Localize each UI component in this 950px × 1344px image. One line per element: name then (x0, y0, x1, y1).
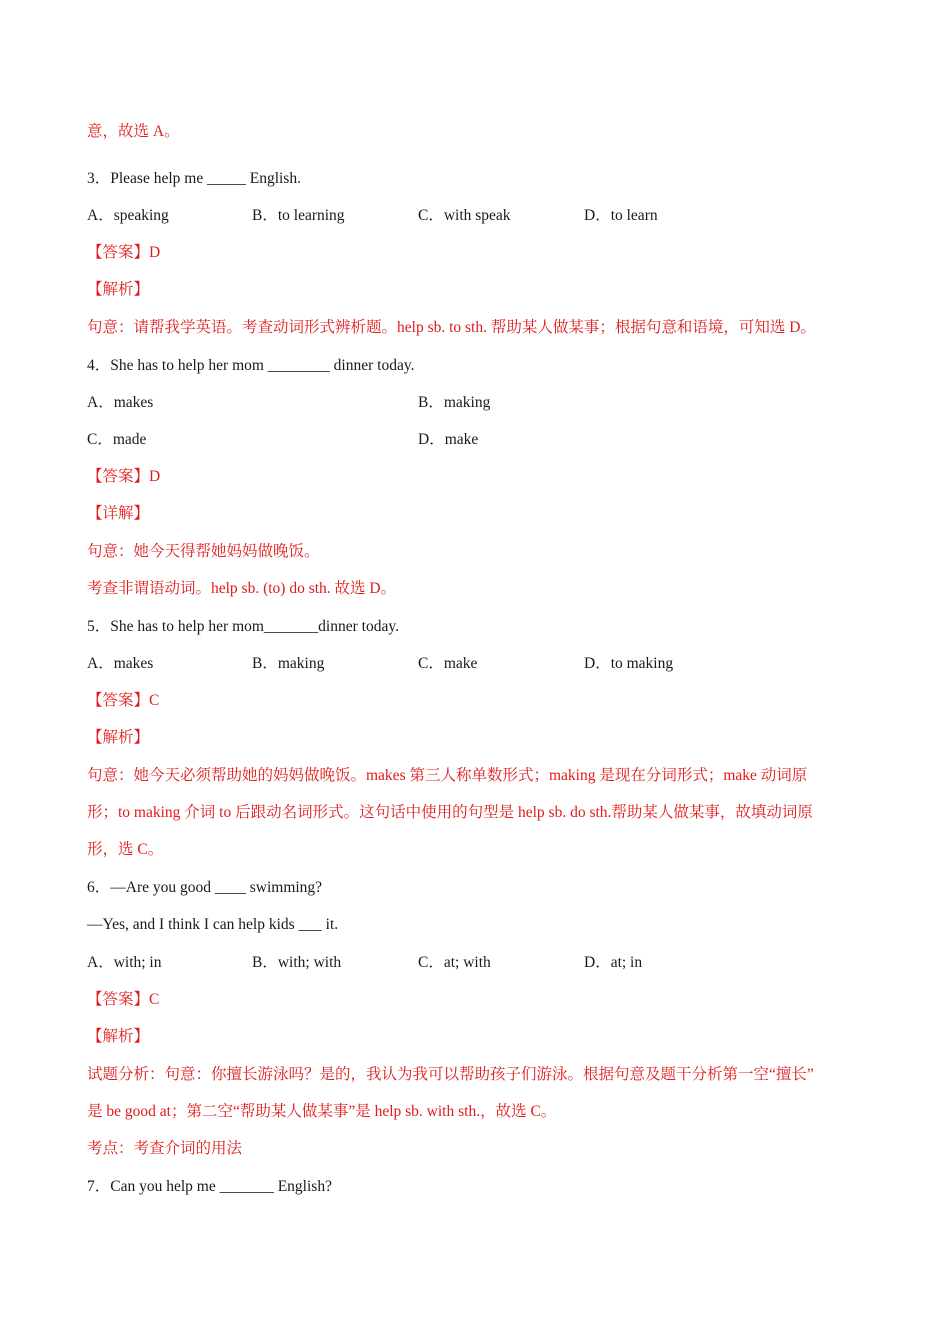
q5-option-d: D．to making (584, 655, 674, 672)
q5-option-a: A．makes (87, 655, 154, 672)
q4-analysis-line: 句意：她今天得帮她妈妈做晚饭。 (87, 543, 320, 560)
q6-option-c: C．at; with (418, 954, 491, 971)
q6-option-b: B．with; with (252, 954, 342, 971)
q5-option-b: B．making (252, 655, 325, 672)
q6-analysis-line: 考点：考查介词的用法 (87, 1140, 243, 1157)
q3-option-b: B．to learning (252, 207, 345, 224)
q3-analysis-label: 【解析】 (87, 281, 150, 298)
question-4-stem: 4．She has to help her mom ________ dinner today. (87, 357, 415, 374)
q3-answer: 【答案】D (87, 244, 161, 261)
q3-analysis: 句意：请帮我学英语。考查动词形式辨析题。help sb. to sth. 帮助某人做某事；根据句意和语境，可知选 D。 (87, 319, 816, 336)
q6-analysis-label: 【解析】 (87, 1028, 150, 1045)
question-7-stem: 7．Can you help me _______ English? (87, 1178, 332, 1195)
q5-analysis-line: 形，选 C。 (87, 841, 164, 858)
q3-option-c: C．with speak (418, 207, 511, 224)
q3-option-d: D．to learn (584, 207, 658, 224)
question-6-stem: —Yes, and I think I can help kids ___ it. (87, 916, 339, 933)
previous-answer-tail: 意，故选 A。 (87, 123, 180, 140)
q4-analysis-label: 【详解】 (87, 505, 150, 522)
question-6-stem: 6．—Are you good ____ swimming? (87, 879, 323, 896)
q4-option-a: A．makes (87, 394, 154, 411)
q5-option-c: C．make (418, 655, 478, 672)
q6-option-d: D．at; in (584, 954, 643, 971)
q4-option-b: B．making (418, 394, 491, 411)
question-3-stem: 3．Please help me _____ English. (87, 170, 301, 187)
question-5-stem: 5．She has to help her mom_______dinner today. (87, 618, 399, 635)
q4-option-c: C．made (87, 431, 147, 448)
q4-answer: 【答案】D (87, 468, 161, 485)
q4-analysis-line: 考查非谓语动词。help sb. (to) do sth. 故选 D。 (87, 580, 397, 597)
q6-analysis-line: 是 be good at；第二空“帮助某人做某事”是 help sb. with sth.，故选 C。 (87, 1103, 557, 1120)
q6-answer: 【答案】C (87, 991, 160, 1008)
q3-option-a: A．speaking (87, 207, 169, 224)
q6-option-a: A．with; in (87, 954, 162, 971)
q4-option-d: D．make (418, 431, 479, 448)
q6-analysis-line: 试题分析：句意：你擅长游泳吗？是的，我认为我可以帮助孩子们游泳。根据句意及题干分析第一空“擅长” (87, 1066, 814, 1083)
q5-analysis-line: 形；to making 介词 to 后跟动名词形式。这句话中使用的句型是 help sb. do sth.帮助某人做某事，故填动词原 (87, 804, 813, 821)
q5-answer: 【答案】C (87, 692, 160, 709)
q5-analysis-label: 【解析】 (87, 729, 150, 746)
q5-analysis-line: 句意：她今天必须帮助她的妈妈做晚饭。makes 第三人称单数形式；making 是现在分词形式；make 动词原 (87, 767, 808, 784)
